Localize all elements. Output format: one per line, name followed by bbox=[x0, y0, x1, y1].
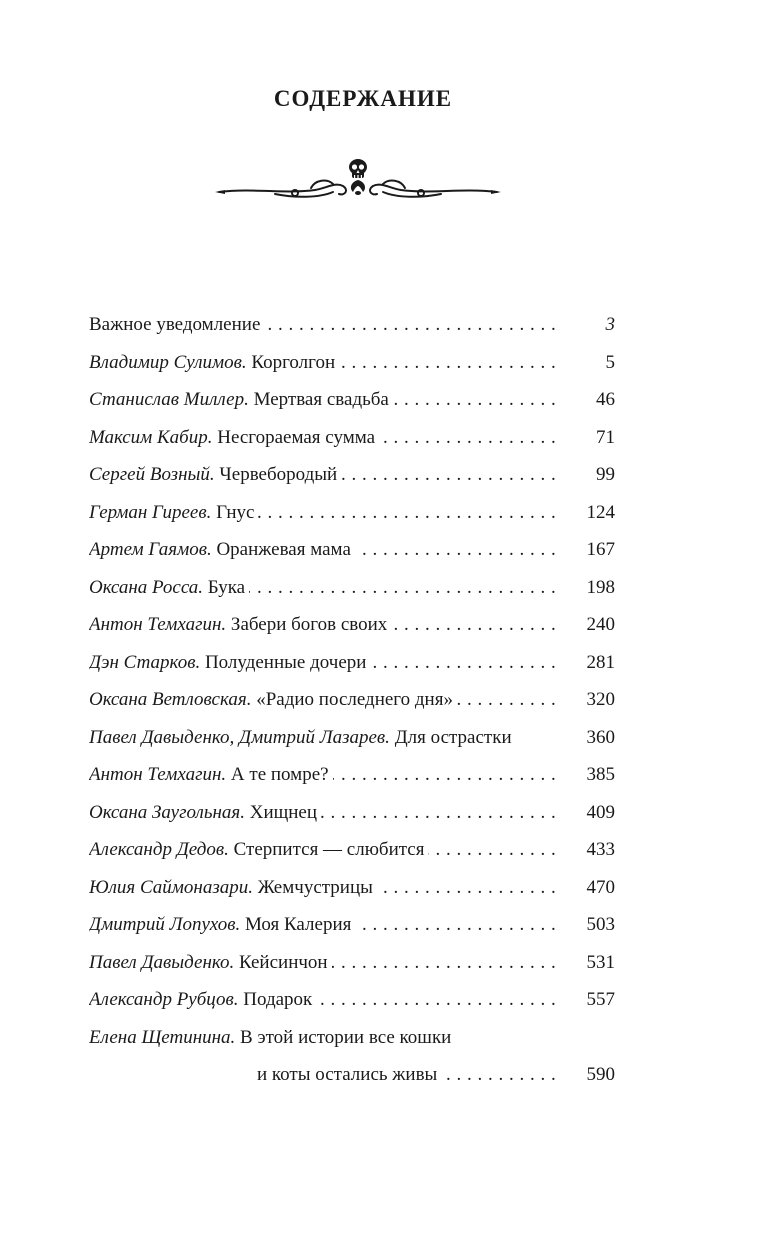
toc-page-number: 124 bbox=[565, 494, 615, 532]
toc-entry[interactable] bbox=[89, 644, 615, 682]
toc-entry[interactable] bbox=[89, 606, 615, 644]
toc-entry-continuation[interactable] bbox=[89, 1056, 615, 1094]
toc-entry[interactable] bbox=[89, 719, 615, 757]
toc-title: Оранжевая мама bbox=[216, 539, 351, 560]
toc-title: Хищнец bbox=[249, 801, 318, 823]
toc-page-number: 557 bbox=[565, 981, 615, 1019]
toc-page-number: 433 bbox=[565, 831, 615, 869]
toc-page-number: 531 bbox=[565, 944, 615, 982]
toc-author: Дмитрий Лопухов. bbox=[89, 914, 241, 935]
toc-page-number: 46 bbox=[565, 381, 615, 419]
toc-author: Артем Гаямов. bbox=[89, 539, 212, 560]
toc-author: Павел Давыденко. bbox=[89, 951, 235, 973]
toc-author: Оксана Ветловская. bbox=[89, 689, 252, 710]
toc-entry[interactable] bbox=[89, 944, 615, 982]
toc-title: Несгораемая сумма bbox=[217, 426, 376, 448]
toc-page-number: 167 bbox=[565, 531, 615, 569]
toc-entry[interactable] bbox=[89, 869, 615, 907]
toc-title: Полуденные дочери bbox=[204, 651, 367, 673]
toc-title: Червебородый bbox=[219, 464, 338, 485]
toc-title: Для острастки bbox=[394, 726, 512, 748]
toc-entry[interactable] bbox=[89, 456, 615, 494]
toc-page-number: 281 bbox=[565, 644, 615, 682]
toc-page-number: 99 bbox=[565, 456, 615, 494]
toc-author: Сергей Возный. bbox=[89, 464, 215, 485]
toc-page-number: 240 bbox=[565, 606, 615, 644]
toc-title: Кейсинчон bbox=[239, 951, 328, 973]
table-of-contents bbox=[89, 306, 615, 1094]
toc-author: Максим Кабир. bbox=[89, 426, 213, 448]
toc-author: Александр Рубцов. bbox=[89, 989, 239, 1010]
toc-author: Владимир Сулимов. bbox=[89, 351, 247, 373]
toc-title: Важное уведомление bbox=[89, 314, 261, 335]
toc-author: Елена Щетинина. bbox=[89, 1026, 236, 1048]
toc-entry[interactable] bbox=[89, 419, 615, 457]
toc-title: Моя Калерия bbox=[244, 914, 352, 935]
toc-entry[interactable] bbox=[89, 531, 615, 569]
toc-entry[interactable] bbox=[89, 831, 615, 869]
toc-title: Подарок bbox=[243, 989, 313, 1010]
toc-author: Оксана Заугольная. bbox=[89, 801, 245, 823]
toc-entry[interactable] bbox=[89, 494, 615, 532]
toc-title: «Радио последнего дня» bbox=[256, 689, 453, 710]
toc-title: Мертвая свадьба bbox=[253, 389, 389, 410]
toc-entry[interactable] bbox=[89, 681, 615, 719]
toc-entry[interactable] bbox=[89, 794, 615, 832]
toc-page-number: 385 bbox=[565, 756, 615, 794]
toc-entry[interactable] bbox=[89, 381, 615, 419]
toc-entry[interactable] bbox=[89, 569, 615, 607]
toc-title: А те помре? bbox=[230, 764, 329, 785]
toc-title: Жемчустрицы bbox=[257, 876, 373, 898]
toc-page-number: 503 bbox=[565, 906, 615, 944]
toc-page-number: 470 bbox=[565, 869, 615, 907]
toc-entry[interactable] bbox=[89, 1019, 615, 1057]
toc-title: Корголгон bbox=[251, 351, 336, 373]
toc-author: Антон Темхагин. bbox=[89, 764, 227, 785]
toc-page-number: 198 bbox=[565, 569, 615, 607]
toc-title: и коты остались живы bbox=[257, 1064, 438, 1085]
toc-author: Юлия Саймоназари. bbox=[89, 876, 253, 898]
toc-author: Александр Дедов. bbox=[89, 839, 229, 860]
toc-author: Дэн Старков. bbox=[89, 651, 201, 673]
toc-entry[interactable] bbox=[89, 344, 615, 382]
toc-title: Бука bbox=[207, 576, 246, 598]
toc-author: Оксана Росса. bbox=[89, 576, 204, 598]
skull-flourish-icon bbox=[215, 150, 501, 210]
toc-entry[interactable] bbox=[89, 306, 615, 344]
toc-page-number: 590 bbox=[565, 1056, 615, 1094]
toc-page-number: 71 bbox=[565, 419, 615, 457]
toc-author: Антон Темхагин. bbox=[89, 614, 227, 635]
toc-entry[interactable] bbox=[89, 981, 615, 1019]
toc-title: В этой истории все кошки bbox=[240, 1026, 452, 1048]
toc-page-number: 320 bbox=[565, 681, 615, 719]
toc-title: Гнус bbox=[216, 501, 255, 523]
toc-entry[interactable] bbox=[89, 756, 615, 794]
toc-page-number: 360 bbox=[565, 719, 615, 757]
toc-author: Павел Давыденко, Дмитрий Лазарев. bbox=[89, 726, 390, 748]
toc-author: Герман Гиреев. bbox=[89, 501, 212, 523]
toc-title: Забери богов своих bbox=[230, 614, 388, 635]
toc-page-number: 3 bbox=[565, 306, 615, 344]
toc-title: Стерпится — слюбится bbox=[233, 839, 425, 860]
page-title: СОДЕРЖАНИЕ bbox=[273, 86, 453, 111]
toc-author: Станислав Миллер. bbox=[89, 389, 249, 410]
toc-page-number: 5 bbox=[565, 344, 615, 382]
toc-page-number: 409 bbox=[565, 794, 615, 832]
toc-entry[interactable] bbox=[89, 906, 615, 944]
